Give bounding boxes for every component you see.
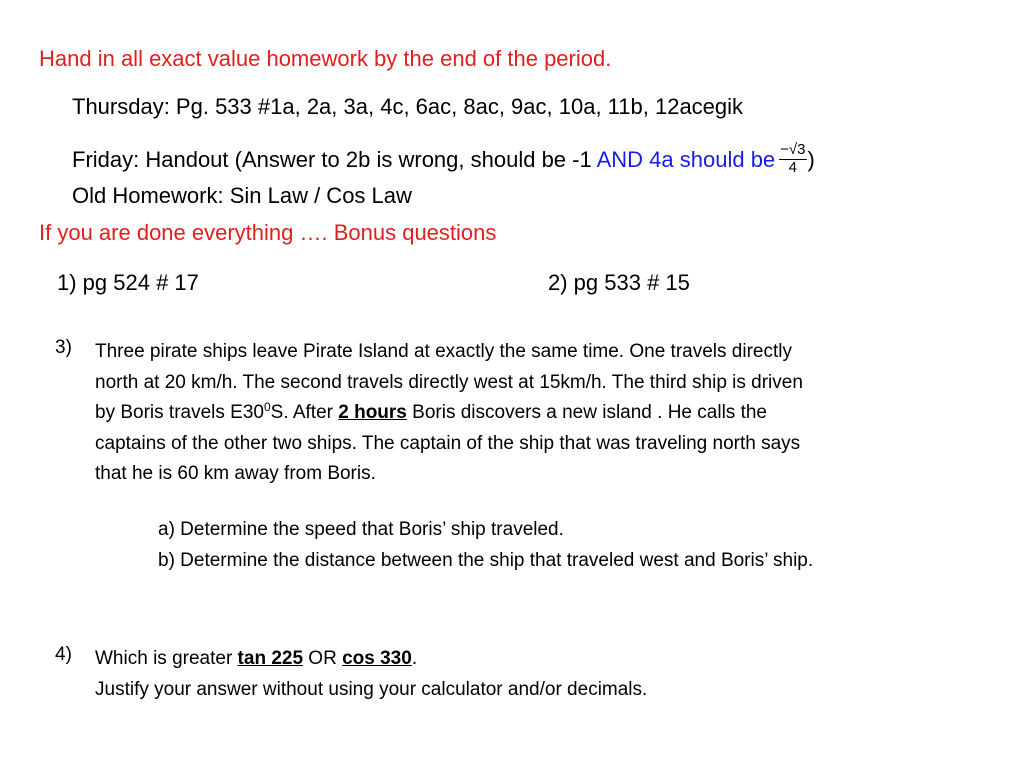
q3-line-1: Three pirate ships leave Pirate Island at exactly the same time. One travels directly: [95, 341, 792, 362]
friday-prefix: Friday: Handout (Answer to 2b is wrong, should be -1: [72, 146, 597, 172]
q4-line-1: [95, 644, 647, 675]
q4-option-tan: tan 225: [237, 648, 304, 669]
q3-line-3-c: Boris discovers a new island . He calls the: [406, 402, 767, 423]
q3-part-a: a) Determine the speed that Boris’ ship traveled.: [158, 519, 564, 540]
two-hours-emphasis: 2 hours: [338, 402, 407, 423]
q4-line-2: Justify your answer without using your calculator and/or decimals.: [95, 678, 648, 700]
q3-line-3-b: S. After: [270, 402, 339, 423]
question-4-number: 4): [55, 644, 72, 665]
old-homework: Old Homework: Sin Law / Cos Law: [72, 183, 412, 208]
question-3-number: 3): [55, 337, 72, 358]
bonus-heading: If you are done everything …. Bonus questions: [39, 220, 497, 245]
q4-end: .: [411, 648, 418, 669]
q3-line-2: north at 20 km/h. The second travels directly west at 15km/h. The third ship is driven: [95, 371, 803, 393]
bonus-question-2: 2) pg 533 # 15: [548, 270, 690, 295]
friday-highlight: AND 4a should be: [596, 146, 776, 172]
q4-middle: OR: [303, 648, 343, 669]
slide-title: Hand in all exact value homework by the end of the period.: [39, 46, 612, 71]
q3-part-b: b) Determine the distance between the ship that traveled west and Boris’ ship.: [158, 550, 814, 571]
q3-line-4: captains of the other two ships. The captain of the ship that was traveling north says: [95, 432, 801, 454]
bonus-question-1: 1) pg 524 # 17: [57, 270, 199, 295]
q3-line-5: that he is 60 km away from Boris.: [95, 463, 376, 484]
q4-option-cos: cos 330: [342, 648, 412, 669]
q3-line-3-a: by Boris travels E30: [95, 402, 264, 423]
fraction-denominator: 4: [788, 158, 798, 176]
question-4-text: [95, 644, 647, 705]
friday-fraction: [779, 142, 806, 176]
q4-prefix: Which is greater: [95, 648, 238, 669]
friday-suffix: ): [807, 146, 815, 172]
friday-homework: [72, 141, 815, 178]
thursday-homework: Thursday: Pg. 533 #1a, 2a, 3a, 4c, 6ac, 8ac, 9ac, 10a, 11b, 12acegik: [72, 94, 744, 119]
fraction-numerator: −√3: [780, 141, 806, 158]
q3-line-3: [95, 398, 1000, 429]
question-3-text: [95, 337, 1000, 490]
degree-superscript: 0: [263, 400, 271, 414]
